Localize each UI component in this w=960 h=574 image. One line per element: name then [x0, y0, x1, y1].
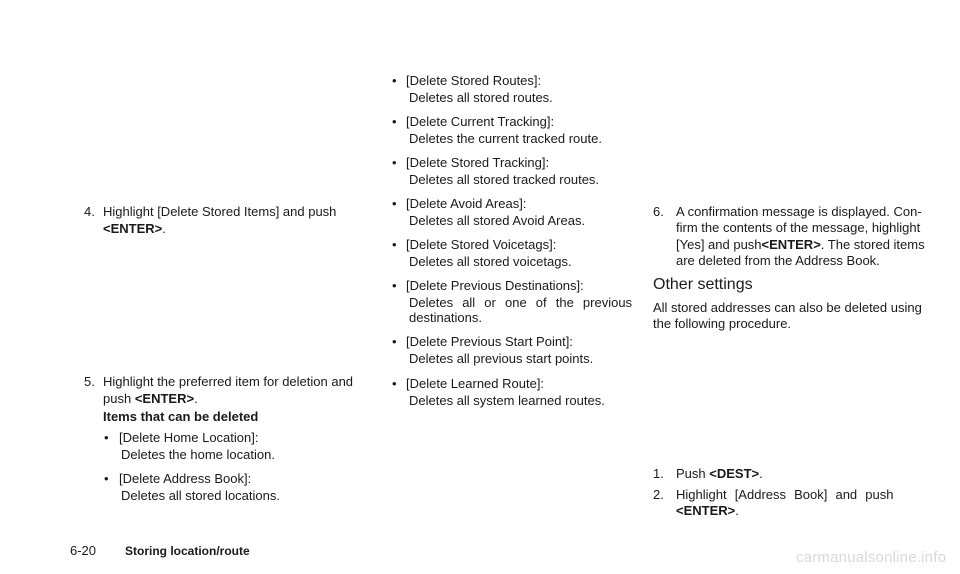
item-desc: Deletes all previous start points. — [409, 351, 594, 366]
step-text-cont: <ENTER>. — [676, 503, 739, 518]
bullet-icon: • — [392, 196, 397, 211]
step-text-cont: are deleted from the Address Book. — [676, 253, 880, 268]
dest-key-label: <DEST> — [709, 466, 760, 481]
item-desc-cont: destinations. — [409, 310, 482, 325]
bullet-icon: • — [104, 430, 109, 445]
item-label: [Delete Stored Routes]: — [406, 73, 542, 88]
page-number: 6-20 — [70, 543, 97, 558]
bullet-icon: • — [392, 278, 397, 293]
item-desc: Deletes all stored Avoid Areas. — [409, 213, 586, 228]
item-label: [Delete Learned Route]: — [406, 376, 545, 391]
item-desc: Deletes all stored voicetags. — [409, 254, 572, 269]
step-number: 1. — [653, 466, 664, 481]
item-label: [Delete Current Tracking]: — [406, 114, 555, 129]
step-text: Highlight [Address Book] and push — [676, 487, 894, 502]
item-desc: Deletes all or one of the previous — [409, 295, 633, 310]
item-desc: Deletes all stored locations. — [121, 488, 280, 503]
item-label: [Delete Stored Tracking]: — [406, 155, 550, 170]
item-label: [Delete Avoid Areas]: — [406, 196, 527, 211]
item-label: [Delete Previous Start Point]: — [406, 334, 573, 349]
step-text-cont: firm the contents of the message, highlight — [676, 220, 921, 235]
bullet-icon: • — [392, 114, 397, 129]
section-title: Storing location/route — [125, 544, 250, 558]
enter-key-label: <ENTER> — [761, 237, 821, 252]
item-desc: Deletes the current tracked route. — [409, 131, 602, 146]
step-number: 2. — [653, 487, 664, 502]
item-desc: Deletes the home location. — [121, 447, 275, 462]
bullet-icon: • — [392, 376, 397, 391]
step-text: Highlight the preferred item for deletion and — [103, 374, 354, 389]
subheading: Items that can be deleted — [103, 409, 259, 424]
bullet-icon: • — [392, 73, 397, 88]
section-heading: Other settings — [653, 276, 753, 293]
enter-key-label: <ENTER> — [676, 503, 736, 518]
bullet-icon: • — [104, 471, 109, 486]
enter-key-label: <ENTER> — [103, 221, 163, 236]
item-label: [Delete Address Book]: — [119, 471, 252, 486]
step-text: Highlight [Delete Stored Items] and push — [103, 204, 337, 219]
watermark: carmanualsonline.info — [796, 549, 947, 566]
item-desc: Deletes all stored tracked routes. — [409, 172, 600, 187]
bullet-icon: • — [392, 237, 397, 252]
item-label: [Delete Home Location]: — [119, 430, 259, 445]
paragraph-line: All stored addresses can also be deleted using — [653, 300, 922, 315]
step-text-cont: push <ENTER>. — [103, 391, 198, 406]
enter-key-label: <ENTER> — [134, 391, 195, 406]
step-number: 5. — [84, 374, 95, 389]
bullet-icon: • — [392, 155, 397, 170]
paragraph-line: the following procedure. — [653, 316, 792, 331]
item-label: [Delete Stored Voicetags]: — [406, 237, 557, 252]
step-number: 4. — [84, 204, 95, 219]
step-text: Push <DEST>. — [676, 466, 763, 481]
step-text: A confirmation message is displayed. Con- — [676, 204, 922, 219]
item-desc: Deletes all stored routes. — [409, 90, 553, 105]
step-number: 6. — [653, 204, 664, 219]
item-label: [Delete Previous Destinations]: — [406, 278, 584, 293]
item-desc: Deletes all system learned routes. — [409, 393, 605, 408]
step-text-cont: <ENTER>. — [103, 221, 166, 236]
bullet-icon: • — [392, 334, 397, 349]
step-text-cont: [Yes] and push<ENTER>. The stored items — [676, 237, 925, 252]
